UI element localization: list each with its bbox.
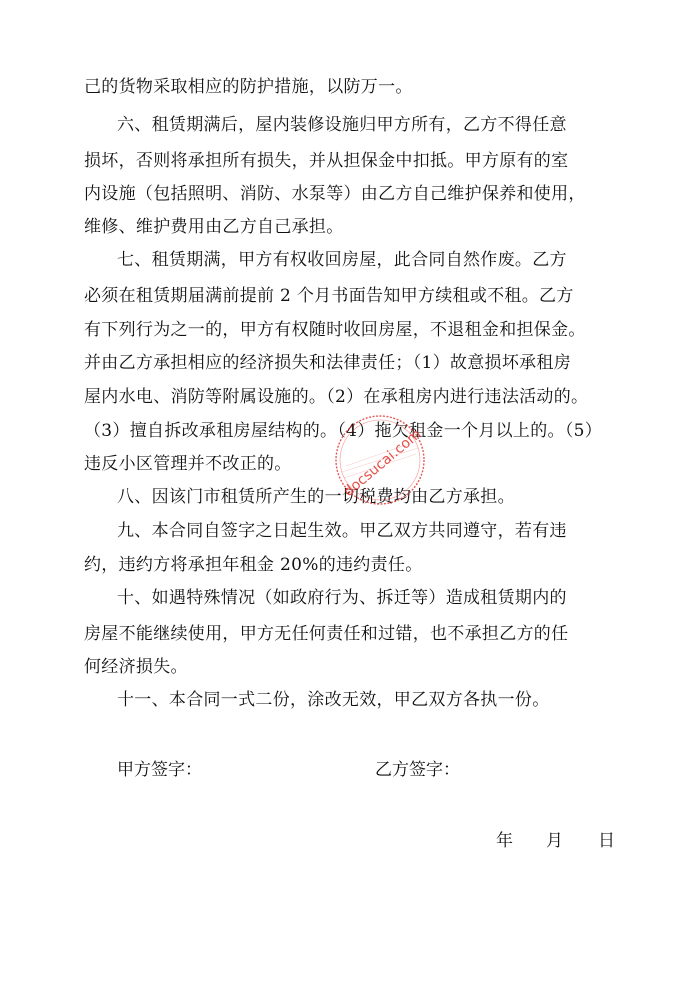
body-line: 并由乙方承担相应的经济损失和法律责任；（1）故意损坏承租房	[84, 353, 572, 373]
body-line: 六、租赁期满后，屋内装修设施归甲方所有，乙方不得任意	[117, 115, 567, 135]
body-line: 己的货物采取相应的防护措施，以防万一。	[84, 77, 413, 97]
body-line: 十一、本合同一式二份，涂改无效，甲乙双方各执一份。	[117, 690, 550, 710]
body-line: 七、租赁期满，甲方有权收回房屋，此合同自然作废。乙方	[117, 250, 567, 270]
body-line: 损坏，否则将承担所有损失，并从担保金中扣抵。甲方原有的室	[84, 151, 569, 171]
watermark-stamp-icon	[332, 412, 428, 508]
body-line: 十、如遇特殊情况（如政府行为、拆迁等）造成租赁期内的	[117, 588, 567, 608]
date-month: 月	[546, 831, 563, 851]
party-b-signature-label: 乙方签字：	[375, 760, 460, 780]
body-line: 八、因该门市租赁所产生的一切税费均由乙方承担。	[117, 487, 515, 507]
body-line: （3）擅自拆改承租房屋结构的。（4）拖欠租金一个月以上的。（5）	[84, 421, 603, 441]
body-line: 何经济损失。	[84, 657, 188, 677]
watermark-text: docsucai.com	[340, 426, 425, 500]
body-line: 有下列行为之一的，甲方有权随时收回房屋，不退租金和担保金。	[84, 320, 586, 340]
body-line: 维修、维护费用由乙方自己承担。	[84, 217, 344, 237]
body-line: 违反小区管理并不改正的。	[84, 454, 292, 474]
body-line: 约，违约方将承担年租金 20%的违约责任。	[84, 555, 423, 575]
party-a-signature-label: 甲方签字：	[117, 760, 202, 780]
body-line: 内设施（包括照明、消防、水泵等）由乙方自己维护保养和使用，	[84, 184, 586, 204]
body-line: 屋内水电、消防等附属设施的。（2）在承租房内进行违法活动的。	[84, 387, 589, 407]
date-year: 年	[496, 831, 513, 851]
body-line: 九、本合同自签字之日起生效。甲乙双方共同遵守，若有违	[117, 521, 567, 541]
date-day: 日	[598, 831, 615, 851]
body-line: 房屋不能继续使用，甲方无任何责任和过错，也不承担乙方的任	[84, 624, 569, 644]
body-line: 必须在租赁期届满前提前 2 个月书面告知甲方续租或不租。乙方	[84, 286, 574, 306]
